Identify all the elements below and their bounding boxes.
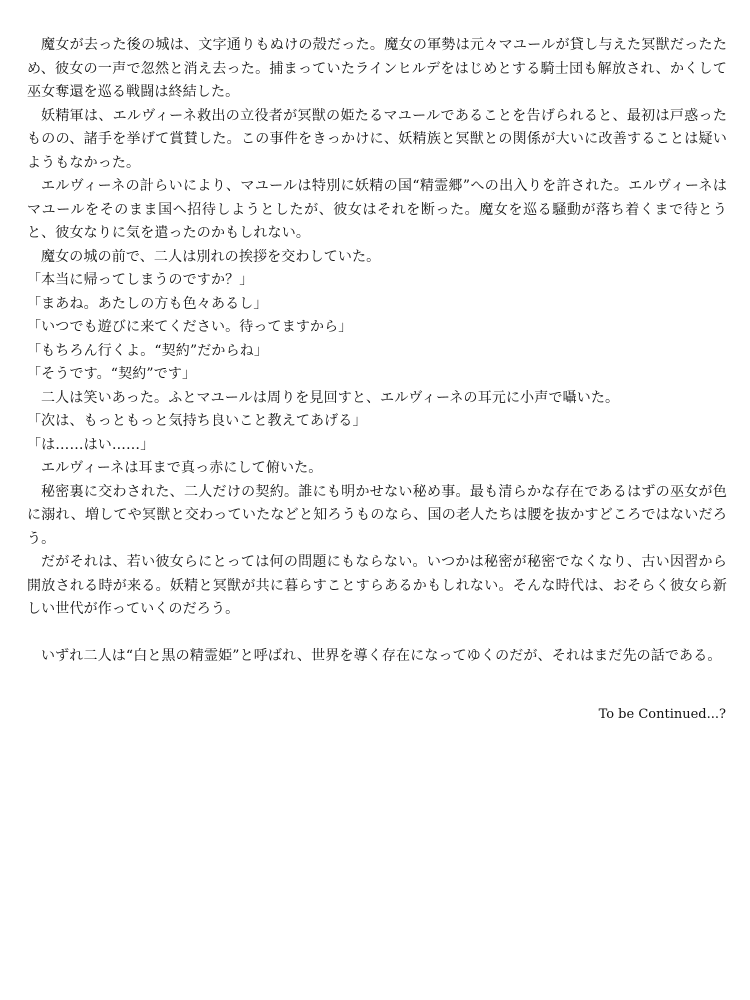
paragraph: 妖精軍は、エルヴィーネ救出の立役者が冥獣の姫たるマユールであることを告げられると、最初は戸惑ったものの、諸手を挙げて賞賛した。この事件をきっかけに、妖精族と冥獣との関係が大いに改善することは疑いようもなかった。	[27, 107, 727, 171]
dialogue-line: 「まあね。あたしの方も色々あるし」	[27, 295, 268, 312]
to-be-continued-text: To be Continued...?	[598, 707, 726, 722]
blank-line	[27, 622, 727, 646]
paragraph: 魔女の城の前で、二人は別れの挨拶を交わしていた。	[41, 248, 381, 265]
paragraph: だがそれは、若い彼女らにとっては何の問題にもならない。いつかは秘密が秘密でなくなり、古い因習から開放される時が来る。妖精と冥獣が共に暮らすことすらあるかもしれない。そんな時代は、おそらく彼女ら新しい世代が作っていくのだろう。	[27, 554, 727, 617]
paragraph: 秘密裏に交わされた、二人だけの契約。誰にも明かせない秘め事。最も清らかな存在であるはずの巫女が色に溺れ、増してや冥獣と交わっていたなどと知ろうものなら、国の老人たちは腰を抜かすどころではないだろう。	[27, 483, 727, 547]
paragraph: 二人は笑いあった。ふとマユールは周りを見回すと、エルヴィーネの耳元に小声で囁いた。	[41, 389, 620, 406]
dialogue-line: 「いつでも遊びに来てください。待ってますから」	[27, 319, 353, 335]
dialogue-line: 「次は、もっともっと気持ち良いこと教えてあげる」	[27, 413, 367, 429]
paragraph: 魔女が去った後の城は、文字通りもぬけの殻だった。魔女の軍勢は元々マユールが貸し与えた冥獣だったため、彼女の一声で忽然と消え去った。捕まっていたラインヒルデをはじめとする騎士団も解放され、かくして巫女奪還を巡る戦闘は終結した。	[27, 37, 727, 100]
dialogue-line: 「もちろん行くよ。“契約”だからね」	[27, 342, 269, 359]
paragraph: いずれ二人は“白と黒の精霊姫”と呼ばれ、世界を導く存在になってゆくのだが、それはまだ先の話である。	[41, 648, 722, 664]
dialogue-line: 「そうです。“契約”です」	[27, 366, 197, 382]
paragraph: エルヴィーネは耳まで真っ赤にして俯いた。	[41, 460, 323, 476]
paragraph: エルヴィーネの計らいにより、マユールは特別に妖精の国“精霊郷”への出入りを許された。エルヴィーネはマユールをそのまま国へ招待しようとしたが、彼女はそれを断った。魔女を巡る騒動が落ち着くまで待とうと、彼女なりに気を遣ったのかもしれない。	[27, 178, 727, 241]
story-text	[27, 34, 727, 669]
dialogue-line: 「は……はい……」	[27, 436, 155, 453]
dialogue-line: 「本当に帰ってしまうのですか？」	[27, 272, 254, 288]
